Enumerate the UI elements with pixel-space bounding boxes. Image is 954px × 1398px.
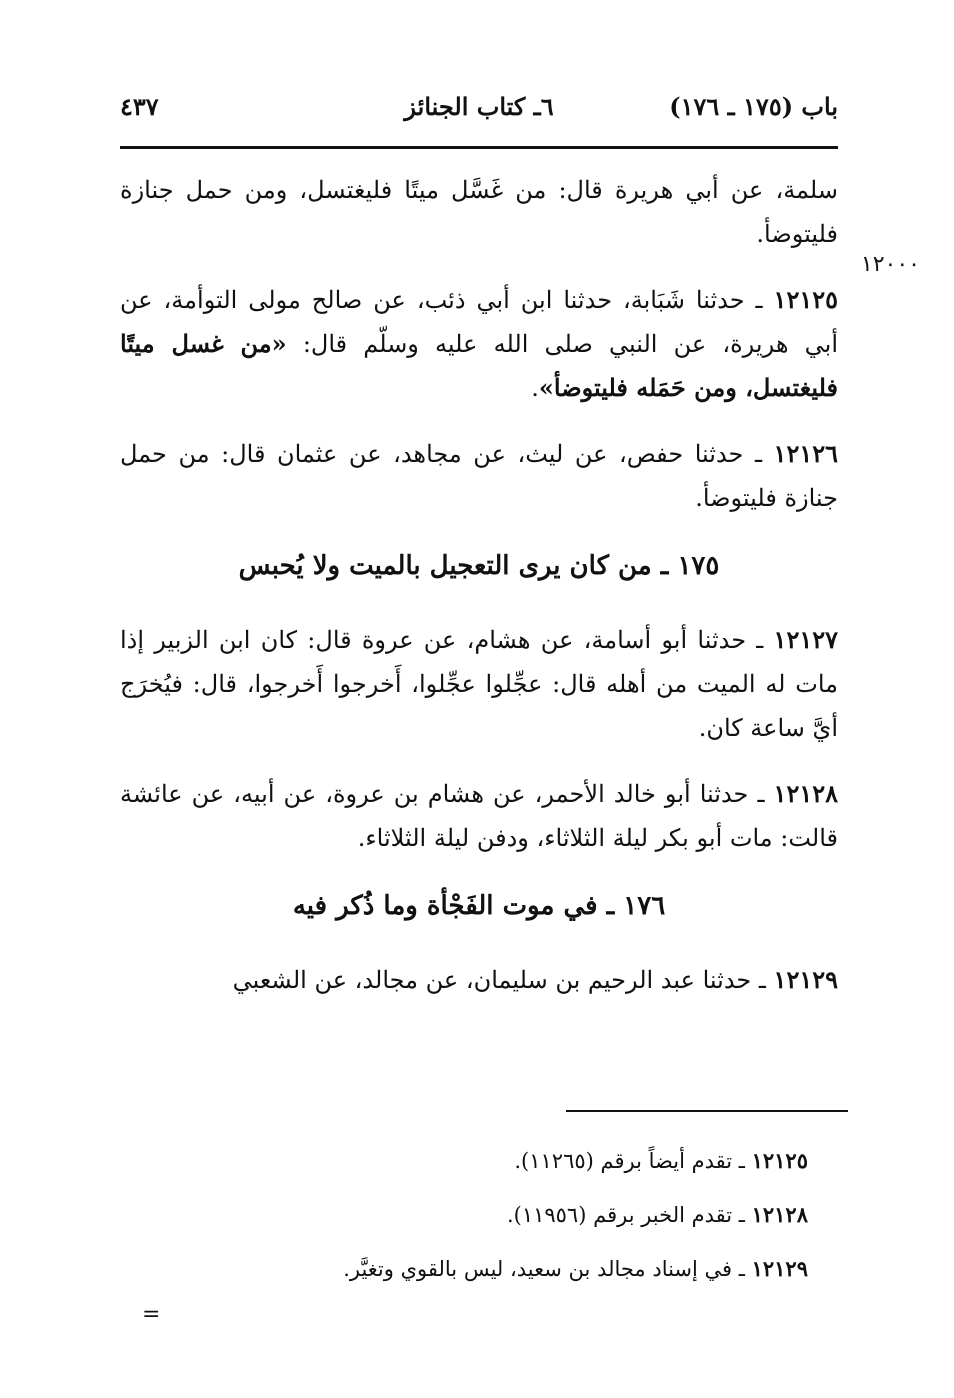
footnote-3 <box>300 1242 808 1296</box>
footnote-1 <box>300 1134 808 1188</box>
hadith-12129 <box>120 958 838 1002</box>
chapter-heading-175: ١٧٥ ـ من كان يرى التعجيل بالميت ولا يُحبس <box>238 551 720 581</box>
running-header <box>120 92 838 132</box>
hadith-12127 <box>120 618 838 750</box>
page-number: ٤٣٧ <box>120 92 159 121</box>
hadith-text: ـ حدثنا حفص، عن ليث، عن مجاهد، عن عثمان قال: من حمل جنازة فليتوضأ. <box>120 440 838 512</box>
footnote-2 <box>300 1188 808 1242</box>
hadith-text: ـ حدثنا أبو خالد الأحمر، عن هشام بن عروة، عن أبيه، عن عائشة قالت: مات أبو بكر ليلة الثلاثاء، ودفن ليلة الثلاثاء. <box>120 780 838 852</box>
footnote-rule <box>566 1110 848 1112</box>
chapter-heading-176: ١٧٦ ـ في موت الفَجْأة وما ذُكر فيه <box>292 891 666 921</box>
hadith-end: . <box>531 374 539 402</box>
footnote-text: ـ تقدم أيضاً برقم (١١٢٦٥). <box>514 1149 752 1173</box>
continuation-mark: = <box>142 1302 161 1327</box>
chapter-range: باب (١٧٥ ـ ١٧٦) <box>669 92 838 121</box>
hadith-number: ١٢١٢٦ <box>773 439 838 468</box>
hadith-quote: «من غسل ميتًا فليغتسل، ومن حَمَله فليتوضأ» <box>120 329 838 402</box>
hadith-12125 <box>120 278 838 410</box>
hadith-12126 <box>120 432 838 520</box>
footnotes <box>300 1134 808 1296</box>
hadith-number: ١٢١٢٥ <box>773 285 838 314</box>
hadith-number: ١٢١٢٩ <box>773 965 838 994</box>
hadith-12128 <box>120 772 838 860</box>
footnote-number: ١٢١٢٥ <box>751 1148 808 1173</box>
hadith-text: ـ حدثنا شَبَابة، حدثنا ابن أبي ذئب، عن صالح مولى التوأمة، عن أبي هريرة، عن النبي صلى الله عليه وسلّم قال: <box>120 286 838 358</box>
main-text <box>120 168 838 1024</box>
paragraph-continued <box>120 168 838 256</box>
footnote-number: ١٢١٢٨ <box>751 1202 808 1227</box>
header-rule <box>120 146 838 149</box>
footnote-text: ـ تقدم الخبر برقم (١١٩٥٦). <box>506 1203 752 1227</box>
margin-note: ١٢٠٠٠ <box>860 252 920 277</box>
hadith-text: ـ حدثنا أبو أسامة، عن هشام، عن عروة قال: كان ابن الزبير إذا مات له الميت من أهله قال: عجِّلوا عجِّلوا، أَخرجوا أَخرجوا، قال: فيُخرَج أيَّ ساعة كان. <box>120 626 838 742</box>
footnote-number: ١٢١٢٩ <box>751 1256 808 1281</box>
paragraph-text: سلمة، عن أبي هريرة قال: من غَسَّل ميتًا فليغتسل، ومن حمل جنازة فليتوضأ. <box>120 176 838 248</box>
footnote-text: ـ في إسناد مجالد بن سعيد، ليس بالقوي وتغيَّر. <box>343 1257 752 1281</box>
hadith-number: ١٢١٢٧ <box>773 625 838 654</box>
hadith-text: ـ حدثنا عبد الرحيم بن سليمان، عن مجالد، عن الشعبي <box>232 966 774 994</box>
hadith-number: ١٢١٢٨ <box>773 779 838 808</box>
book-title: ٦ـ كتاب الجنائز <box>404 92 554 121</box>
